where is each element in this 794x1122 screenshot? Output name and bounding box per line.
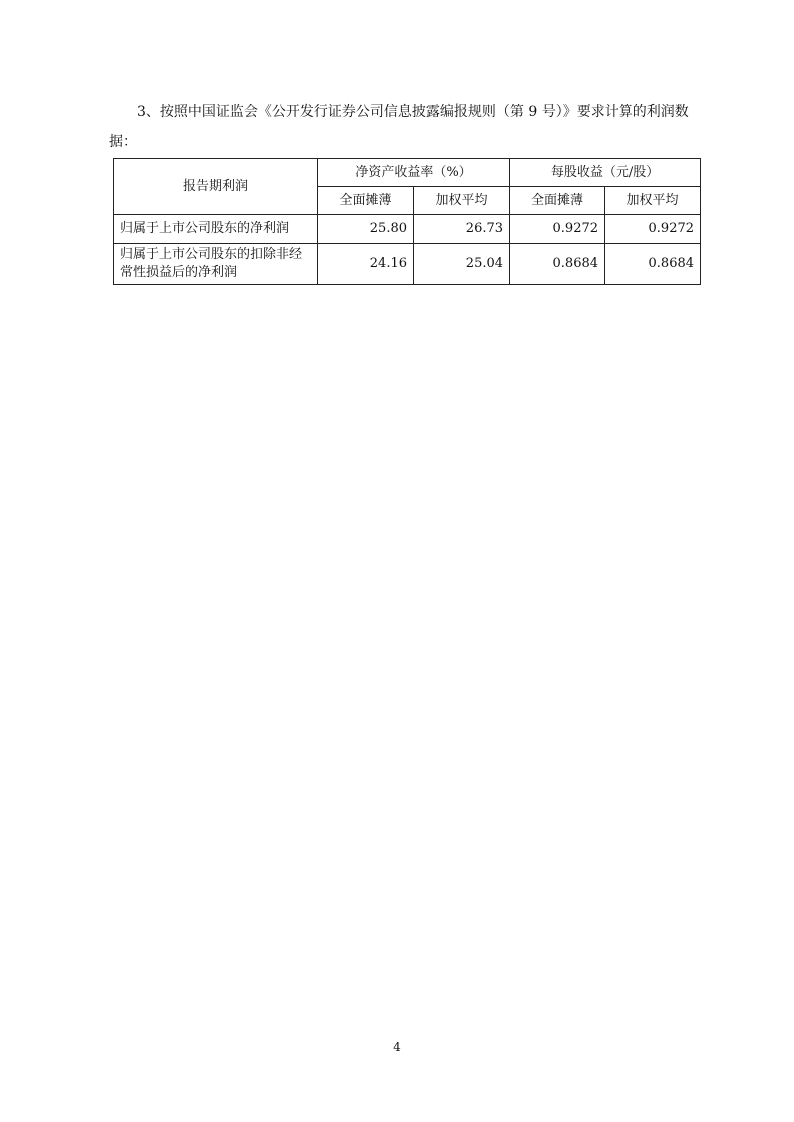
- table-header-row: [114, 159, 701, 187]
- row-header-label: 报告期利润: [114, 159, 318, 215]
- group-header-roe: 净资产收益率（%）: [318, 159, 510, 187]
- subheader-roe-diluted: 全面摊薄: [318, 187, 414, 215]
- table-cell: 0.8684: [605, 244, 701, 285]
- row-label: 归属于上市公司股东的净利润: [114, 215, 318, 244]
- subheader-eps-diluted: 全面摊薄: [510, 187, 605, 215]
- profit-data-table: [113, 158, 701, 285]
- table-cell: 0.9272: [510, 215, 605, 244]
- intro-text: 3、按照中国证监会《公开发行证券公司信息披露编报规则（第 9 号）》要求计算的利润数据：: [109, 104, 689, 150]
- intro-paragraph: [109, 97, 709, 157]
- subheader-eps-weighted: 加权平均: [605, 187, 701, 215]
- subheader-roe-weighted: 加权平均: [414, 187, 510, 215]
- row-label: 归属于上市公司股东的扣除非经常性损益后的净利润: [114, 244, 318, 285]
- page-number: 4: [393, 1040, 401, 1054]
- table-cell: 24.16: [318, 244, 414, 285]
- table-cell: 25.80: [318, 215, 414, 244]
- table-cell: 0.9272: [605, 215, 701, 244]
- table-cell: 26.73: [414, 215, 510, 244]
- group-header-eps: 每股收益（元/股）: [510, 159, 701, 187]
- table-row: [114, 215, 701, 244]
- table-cell: 25.04: [414, 244, 510, 285]
- table-cell: 0.8684: [510, 244, 605, 285]
- table-row: [114, 244, 701, 285]
